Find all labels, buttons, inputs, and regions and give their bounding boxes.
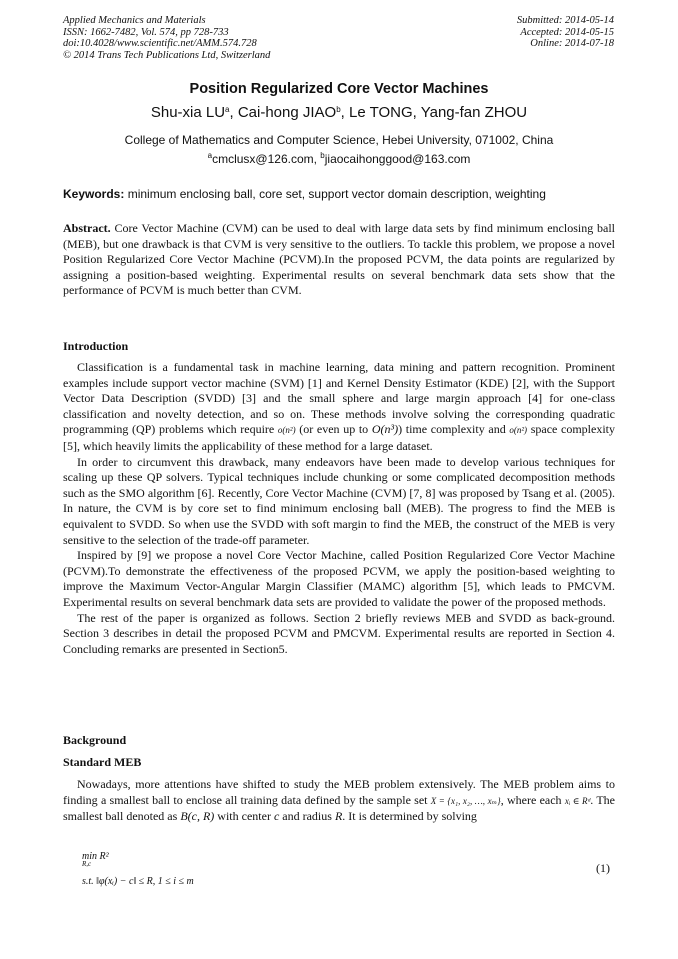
submission-dates (517, 15, 614, 50)
journal-doi: doi:10.4028/www.scientific.net/AMM.574.728 (63, 38, 257, 50)
introduction-body (63, 360, 615, 657)
background-body (63, 777, 615, 825)
journal-name: Applied Mechanics and Materials (63, 15, 206, 26)
abstract-label: Abstract. (63, 221, 111, 235)
background-heading: Background (63, 733, 127, 747)
equation-objective-subscript: R,c (82, 860, 92, 868)
keywords-label: Keywords: (63, 187, 125, 201)
intro-paragraph-1: Classification is a fundamental task in machine learning, data mining and pattern recognition. Prominent examples include support vector machine (SVM) [1] and Kernel Density Estimator (KDE) [2], with the Support Vector Data Description (SVDD) [3] and the small sphere and large margin approach [4] for one-class classification and novelty detection, and so on. These methods involve solving the corresponding quadratic programming (QP) problems which require o(n²) (or even up to O(n³)) time complexity and o(n²) space complexity [5], which heavily limits the applicability of these method for a large dataset. (63, 360, 616, 453)
other-authors: , Le TONG, Yang-fan ZHOU (340, 104, 528, 121)
math-sample-domain: xᵢ ∈ Rᵈ (564, 795, 591, 806)
keywords (63, 187, 615, 201)
math-ball: B(c, R) (180, 809, 215, 824)
email-b: jiaocaihonggood@163.com (324, 152, 471, 166)
math-complexity-2: O(n³) (371, 422, 399, 437)
author-list (0, 104, 678, 121)
journal-copyright: © 2014 Trans Tech Publications Ltd, Switzerland (63, 49, 271, 61)
accepted-date: Accepted: 2014-05-15 (520, 26, 614, 38)
author-emails (0, 152, 678, 166)
equation-1-number: (1) (596, 861, 610, 875)
email-a-mark: a (207, 151, 213, 160)
author-2: , Cai-hong JIAO (229, 104, 337, 121)
intro-paragraph-3: Inspired by [9] we propose a novel Core Vector Machine, called Position Regularized Core Vector Machine (PCVM).To demonstrate the effectiveness of the proposed PCVM, we apply the position-based weighting to improve the Maximum Vector-Angular Margin Classifier (MAMC) algorithm [5], which leads to PMCVM. Experimental results on several benchmark data sets are provided to validate the power of the proposed methods. (63, 548, 615, 609)
introduction-heading: Introduction (63, 339, 129, 353)
intro-paragraph-4: The rest of the paper is organized as follows. Section 2 briefly reviews MEB and SVDD as back-ground. Section 3 describes in detail the proposed PCVM and PMCVM. Experimental results are reported in Section 4. Concluding remarks are presented in Section5. (63, 610, 615, 656)
email-a: cmclusx@126.com, (212, 152, 321, 166)
affiliation: College of Mathematics and Computer Science, Hebei University, 071002, China (124, 133, 554, 147)
math-sample-set: X = {x₁, x₂, …, xₘ} (430, 795, 501, 806)
equation-1-objective (82, 851, 109, 868)
author-2-mark: b (336, 105, 341, 114)
abstract-text: Core Vector Machine (CVM) can be used to deal with large data sets by find minimum enclosing ball (MEB), but one drawback is that CVM is very sensitive to the outliers. To tackle this problem, we propose a novel Position Regularized Core Vector Machine (PCVM).In the proposed PCVM, the data points are regularized by assigning a position-based weighting. Experimental results on several benchmark data sets show that the performance of PCVM is much better than CVM. (63, 221, 615, 298)
background-paragraph-1: Nowadays, more attentions have shifted to study the MEB problem extensively. The MEB problem aims to finding a smallest ball to enclose all training data defined by the sample set X = {x₁, x₂, …, xₘ}, where each xᵢ ∈ Rᵈ. The smallest ball denoted as B(c, R) with center c and radius R. It is determined by solving (63, 777, 615, 824)
math-radius: R (334, 809, 343, 824)
online-date: Online: 2014-07-18 (530, 38, 614, 50)
submitted-date: Submitted: 2014-05-14 (516, 15, 614, 26)
math-complexity-1: o(n²) (277, 425, 296, 436)
equation-1-constraint: s.t. ‖φ(xᵢ) − c‖ ≤ R, 1 ≤ i ≤ m (82, 876, 194, 887)
journal-issn: ISSN: 1662-7482, Vol. 574, pp 728-733 (63, 26, 229, 38)
author-1-mark: a (225, 105, 230, 114)
journal-info (63, 15, 270, 61)
math-complexity-3: o(n²) (509, 425, 528, 436)
intro-paragraph-2: In order to circumvent this drawback, many endeavors have been made to develop various techniques for scaling up these QP solvers. Typical techniques include chunking or some complicated decomposition methods such as the SMO algorithm [6]. Recently, Core Vector Machine (CVM) [7, 8] was proposed by Tsang et al. (2005). In nature, the CVM is by core set to find minimum enclosing ball (MEB). The progress to find the MEB is equivalent to SVDD. So when use the SVDD with soft margin to find the MEB, the construct of the MEB is very sensitive to the selection of the trade-off parameter. (63, 454, 615, 547)
equation-objective-text: min R² (82, 851, 109, 862)
standard-meb-heading: Standard MEB (63, 755, 142, 769)
keywords-text: minimum enclosing ball, core set, support vector domain description, weighting (124, 187, 546, 201)
paper-title: Position Regularized Core Vector Machines (189, 81, 489, 97)
author-1: Shu-xia LU (150, 104, 226, 121)
math-center: c (273, 809, 280, 824)
abstract (63, 221, 615, 299)
email-b-mark: b (320, 151, 325, 160)
